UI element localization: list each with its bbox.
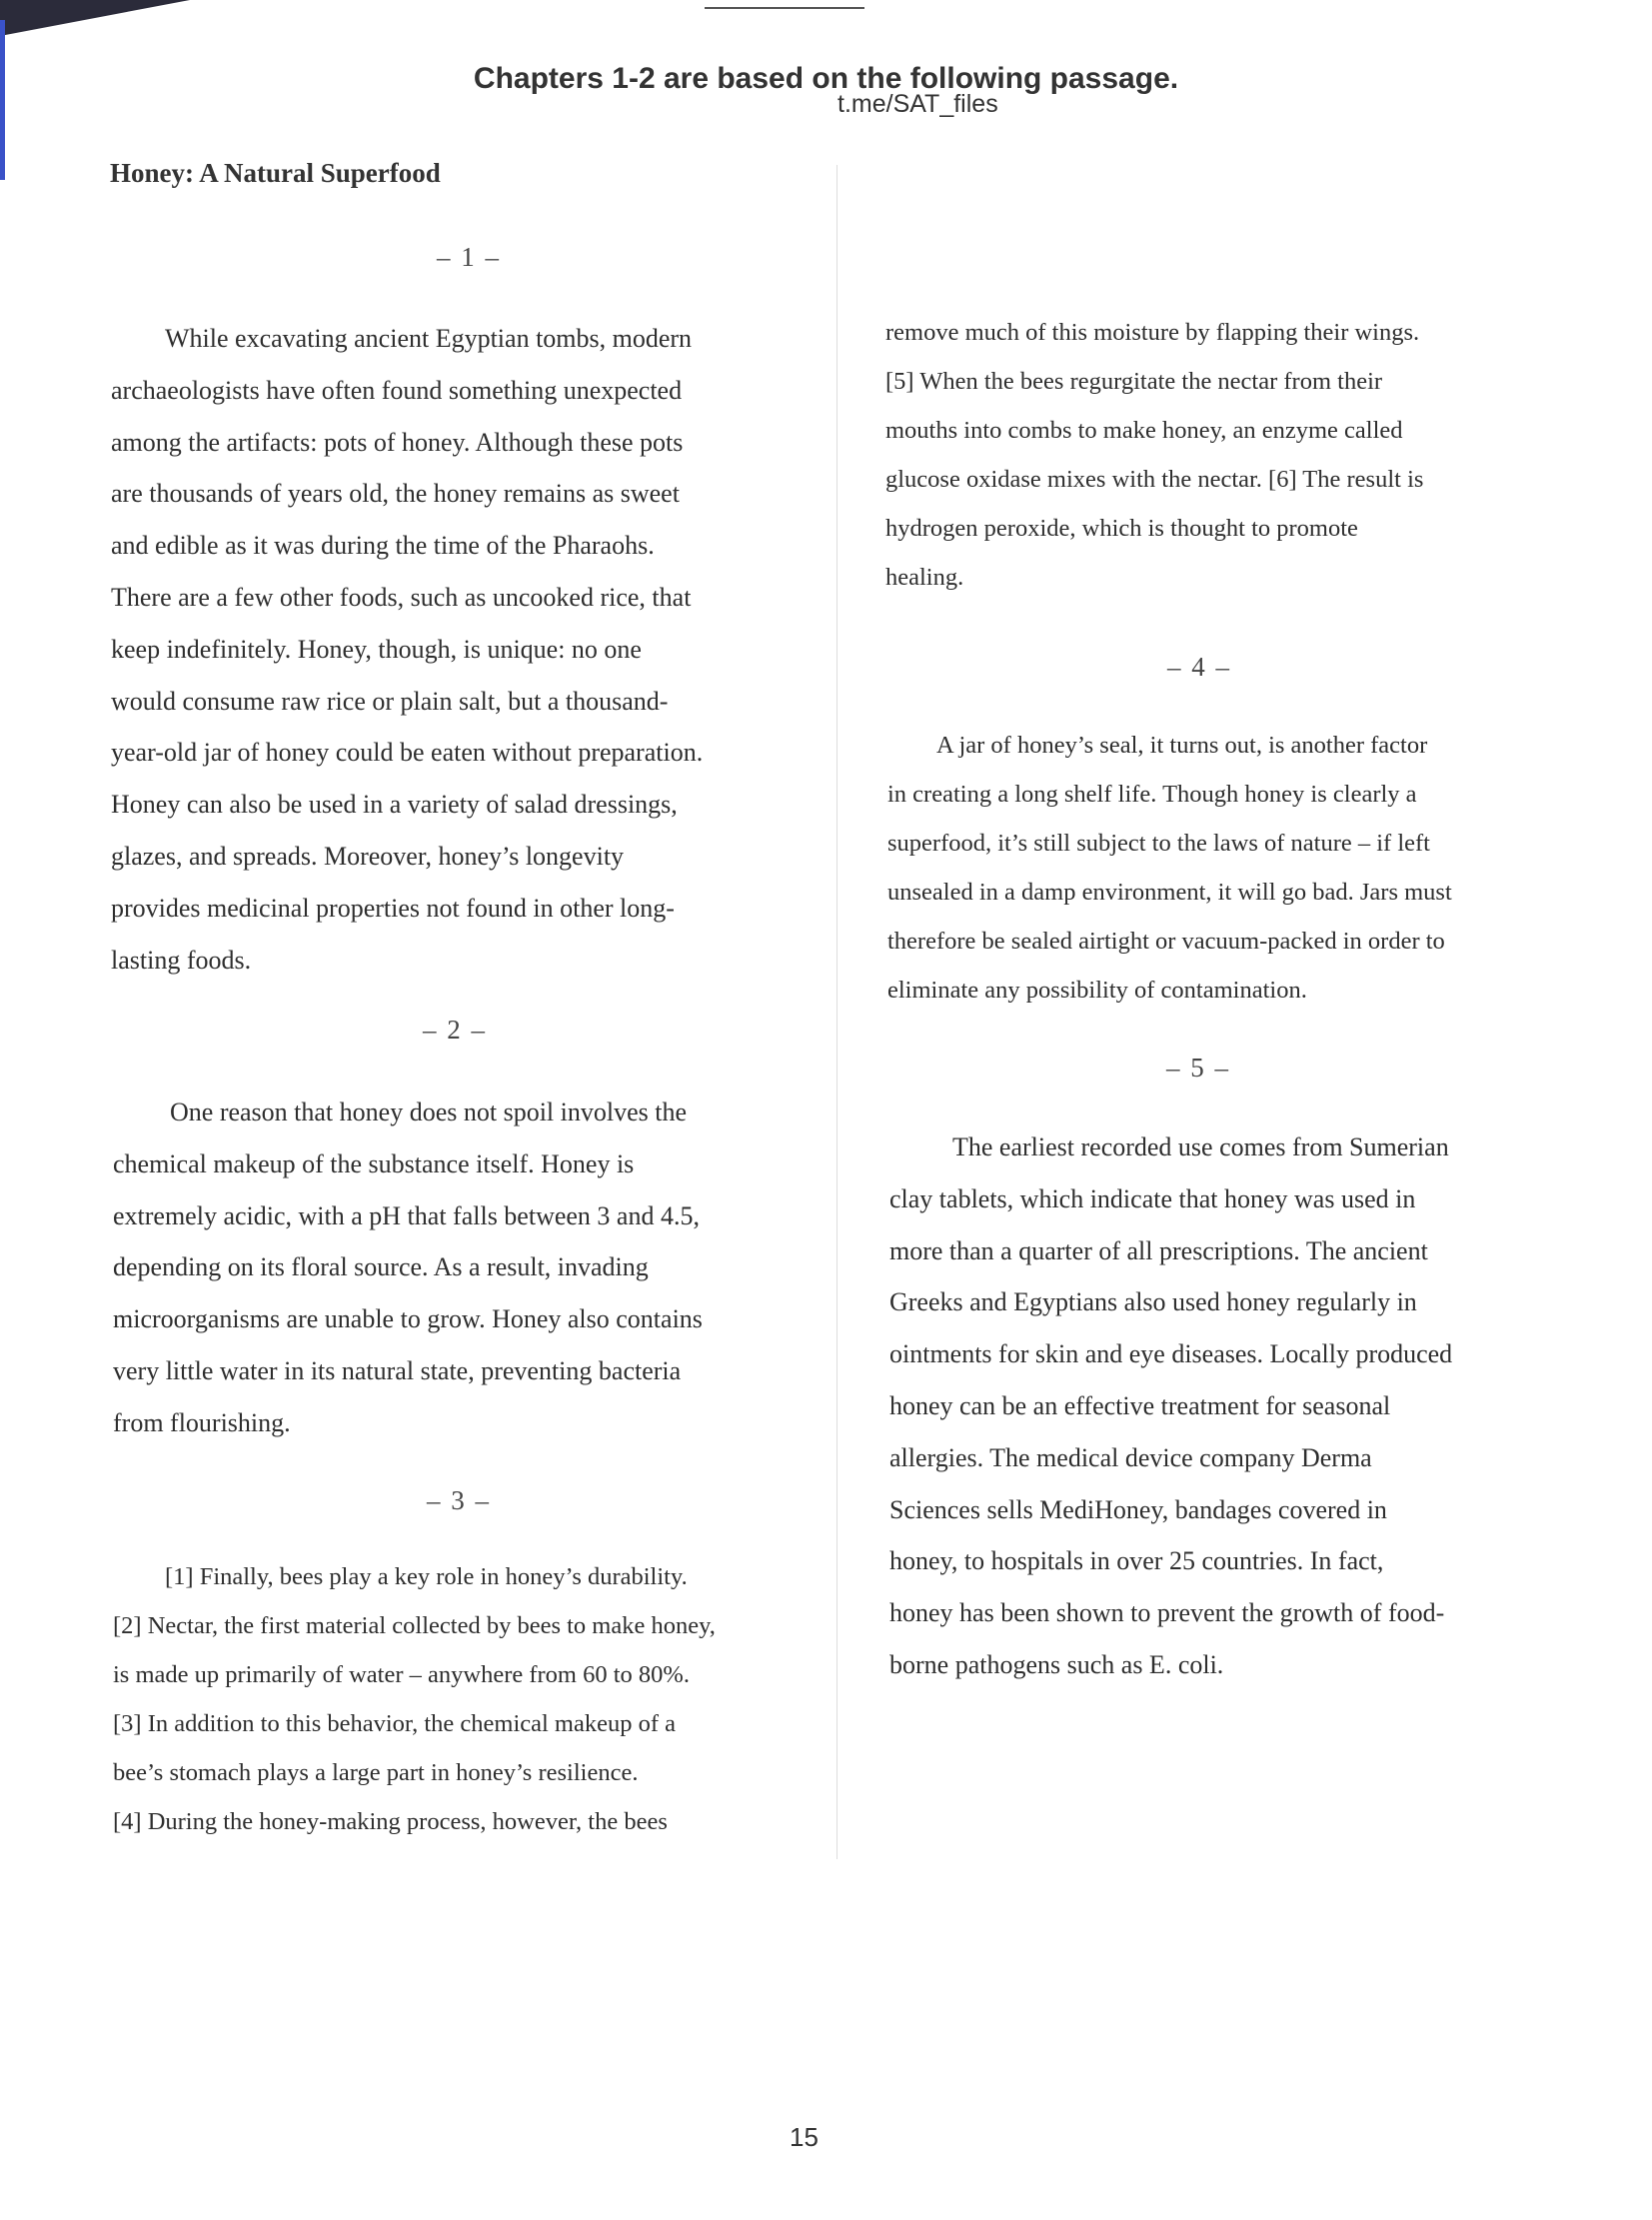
page-header: Chapters 1-2 are based on the following passage. (473, 62, 1179, 95)
paragraph-line: from flourishing. (113, 1407, 291, 1437)
paragraph-line: eliminate any possibility of contamination. (887, 977, 1307, 1004)
paragraph-line: Honey can also be used in a variety of salad dressings, (111, 790, 678, 820)
watermark: t.me/SAT_files (837, 90, 998, 118)
paragraph-line: depending on its floral source. As a result, invading (113, 1252, 649, 1282)
paragraph-line: more than a quarter of all prescriptions. The ancient (889, 1235, 1428, 1265)
top-rule (705, 7, 864, 9)
paragraph-line: is made up primarily of water – anywhere from 60 to 80%. (113, 1661, 690, 1688)
paragraph-line: healing. (885, 564, 964, 591)
paragraph-line: therefore be sealed airtight or vacuum-packed in order to (887, 928, 1445, 955)
paragraph-line: glazes, and spreads. Moreover, honey’s longevity (111, 841, 625, 871)
paragraph-line: One reason that honey does not spoil involves the (170, 1098, 688, 1126)
paragraph-line: borne pathogens such as E. coli. (889, 1649, 1224, 1679)
paragraph-line: [2] Nectar, the first material collected by bees to make honey, (113, 1612, 716, 1639)
left-edge-bar (0, 20, 5, 180)
paragraph-line: chemical makeup of the substance itself. Honey is (113, 1148, 635, 1178)
paragraph-line: While excavating ancient Egyptian tombs, modern (165, 324, 693, 353)
paragraph-line: remove much of this moisture by flapping their wings. (885, 319, 1420, 346)
paragraph-line: and edible as it was during the time of the Pharaohs. (111, 531, 655, 561)
paragraph-line: bee’s stomach plays a large part in honey’s resilience. (113, 1759, 639, 1786)
section-number-1: – 1 – (437, 242, 501, 272)
paragraph-line: year-old jar of honey could be eaten without preparation. (111, 738, 704, 768)
paragraph-1 (111, 313, 703, 986)
paragraph-line: allergies. The medical device company Derma (889, 1442, 1372, 1472)
paragraph-line: Greeks and Egyptians also used honey regularly in (889, 1287, 1417, 1317)
column-divider (836, 165, 837, 1859)
paragraph-line: [1] Finally, bees play a key role in honey’s durability. (165, 1563, 688, 1590)
paragraph-line: honey can be an effective treatment for seasonal (889, 1390, 1391, 1420)
paragraph-line: [3] In addition to this behavior, the chemical makeup of a (113, 1710, 677, 1737)
paragraph-line: extremely acidic, with a pH that falls between 3 and 4.5, (113, 1200, 700, 1230)
paragraph-4 (887, 721, 1452, 1015)
section-number-2: – 2 – (423, 1015, 487, 1045)
paragraph-line: The earliest recorded use comes from Sumerian (952, 1132, 1449, 1161)
paragraph-2 (113, 1087, 703, 1449)
page-number: 15 (790, 2122, 819, 2152)
paragraph-line: honey has been shown to prevent the growth of food- (889, 1598, 1445, 1628)
section-number-5: – 5 – (1166, 1053, 1230, 1083)
paragraph-3 (113, 1552, 716, 1846)
paragraph-line: hydrogen peroxide, which is thought to promote (885, 515, 1358, 542)
paragraph-line: ointments for skin and eye diseases. Locally produced (889, 1339, 1453, 1369)
paragraph-line: are thousands of years old, the honey remains as sweet (111, 479, 680, 509)
paragraph-line: [5] When the bees regurgitate the nectar from their (885, 368, 1383, 395)
paragraph-line: honey, to hospitals in over 25 countries. In fact, (889, 1546, 1384, 1576)
corner-scan-mark (0, 0, 190, 40)
paragraph-line: superfood, it’s still subject to the laws of nature – if left (887, 830, 1430, 857)
paragraph-line: Sciences sells MediHoney, bandages covered in (889, 1494, 1387, 1524)
passage-title: Honey: A Natural Superfood (110, 158, 441, 188)
paragraph-line: keep indefinitely. Honey, though, is unique: no one (111, 634, 642, 664)
paragraph-line: would consume raw rice or plain salt, but a thousand- (111, 686, 669, 716)
paragraph-line: mouths into combs to make honey, an enzyme called (885, 417, 1403, 444)
paragraph-5 (889, 1121, 1452, 1691)
paragraph-line: [4] During the honey-making process, however, the bees (113, 1808, 668, 1835)
paragraph-line: in creating a long shelf life. Though honey is clearly a (887, 781, 1417, 808)
paragraph-line: There are a few other foods, such as uncooked rice, that (111, 582, 692, 612)
paragraph-line: A jar of honey’s seal, it turns out, is another factor (936, 732, 1428, 759)
paragraph-line: among the artifacts: pots of honey. Although these pots (111, 427, 684, 457)
paragraph-3-continued (885, 308, 1423, 602)
paragraph-line: provides medicinal properties not found in other long- (111, 893, 675, 923)
section-number-4: – 4 – (1167, 652, 1231, 682)
paragraph-line: archaeologists have often found something unexpected (111, 375, 683, 405)
paragraph-line: glucose oxidase mixes with the nectar. [6] The result is (885, 466, 1424, 493)
paragraph-line: very little water in its natural state, preventing bacteria (113, 1355, 682, 1385)
section-number-3: – 3 – (427, 1485, 491, 1515)
paragraph-line: microorganisms are unable to grow. Honey also contains (113, 1304, 703, 1334)
paragraph-line: unsealed in a damp environment, it will go bad. Jars must (887, 879, 1452, 906)
paragraph-line: clay tablets, which indicate that honey was used in (889, 1183, 1416, 1213)
paragraph-line: lasting foods. (111, 945, 252, 975)
